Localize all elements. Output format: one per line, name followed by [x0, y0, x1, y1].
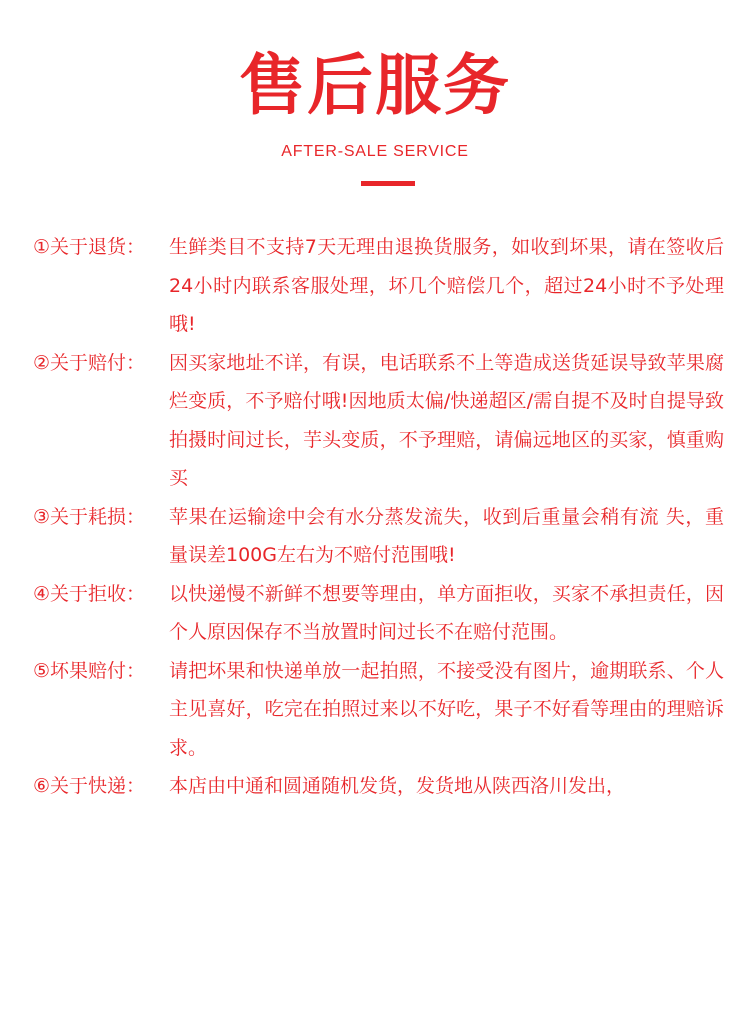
title-divider	[361, 181, 415, 186]
policy-list	[33, 228, 733, 806]
page-subtitle: AFTER-SALE SERVICE	[281, 143, 469, 160]
policy-item-returns	[33, 228, 733, 344]
policy-item-loss	[33, 498, 733, 575]
policy-item-label: ⑥关于快递：	[33, 775, 146, 797]
policy-item-label: ②关于赔付：	[33, 351, 146, 374]
policy-item-text: 苹果在运输途中会有水分蒸发流失，收到后重量会稍有流 失，重量误差100G左右为不赔付范围哦!	[169, 505, 724, 566]
policy-item-label: ①关于退货：	[33, 236, 146, 258]
policy-item-text: 生鲜类目不支持7天无理由退换货服务，如收到坏果，请在签收后24小时内联系客服处理，坏几个赔偿几个，超过24小时不予处理哦!	[169, 236, 724, 335]
policy-item-rejection	[33, 575, 733, 652]
policy-item-text: 请把坏果和快递单放一起拍照，不接受没有图片，逾期联系、个人主见喜好，吃完在拍照过来以不好吃，果子不好看等理由的理赔诉求。	[169, 659, 724, 759]
policy-item-text: 因买家地址不详，有误，电话联系不上等造成送货延误导致苹果腐烂变质，不予赔付哦!因地质太偏/快递超区/需自提不及时自提导致拍摄时间过长，芋头变质，不予理赔，请偏远地区的买家，慎重购买	[169, 351, 724, 489]
page-title: 售后服务	[239, 47, 511, 124]
policy-item-label: ⑤坏果赔付：	[33, 659, 146, 682]
policy-item-compensation	[33, 344, 733, 498]
policy-item-shipping	[33, 767, 733, 806]
policy-item-label: ③关于耗损：	[33, 505, 146, 528]
policy-item-text: 本店由中通和圆通随机发货，发货地从陕西洛川发出，	[169, 775, 626, 797]
policy-item-text: 以快递慢不新鲜不想要等理由，单方面拒收，买家不承担责任，因个人原因保存不当放置时间过长不在赔付范围。	[169, 582, 724, 643]
policy-item-bad-fruit	[33, 652, 733, 768]
policy-item-label: ④关于拒收：	[33, 582, 146, 605]
